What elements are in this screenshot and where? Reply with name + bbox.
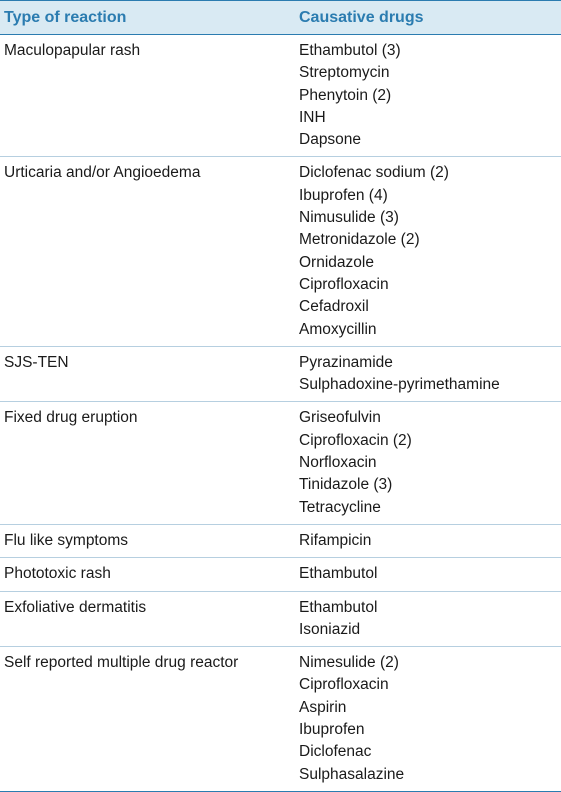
reaction-type-cell <box>0 524 297 557</box>
reaction-type-cell <box>0 346 297 402</box>
drug-item: Ciprofloxacin <box>299 275 389 293</box>
reaction-type-cell <box>0 591 297 647</box>
drugs-cell <box>297 558 561 591</box>
drug-item: Streptomycin <box>299 64 390 82</box>
header-type-of-reaction: Type of reaction <box>0 1 297 35</box>
drugs-cell <box>297 647 561 792</box>
reaction-type-cell <box>0 35 297 157</box>
table-row <box>0 558 561 591</box>
reaction-type-cell <box>0 558 297 591</box>
reaction-type-cell <box>0 157 297 346</box>
drug-item: INH <box>299 108 326 126</box>
drug-item: Griseofulvin <box>299 409 381 427</box>
header-causative-drugs: Causative drugs <box>297 1 561 35</box>
drug-item: Ibuprofen (4) <box>299 186 388 204</box>
reaction-type: Fixed drug eruption <box>4 409 138 427</box>
reaction-type: SJS-TEN <box>4 353 69 371</box>
table-row <box>0 402 561 524</box>
drug-item: Ethambutol <box>299 598 378 616</box>
drug-item: Diclofenac <box>299 743 372 761</box>
drug-item: Ethambutol (3) <box>299 42 401 59</box>
drug-item: Ibuprofen <box>299 721 365 739</box>
drug-item: Phenytoin (2) <box>299 86 392 104</box>
reaction-type-cell <box>0 647 297 792</box>
drug-item: Metronidazole (2) <box>299 231 420 249</box>
drug-item: Diclofenac sodium (2) <box>299 164 449 182</box>
drug-item: Norfloxacin <box>299 454 377 472</box>
reaction-type: Exfoliative dermatitis <box>4 598 147 616</box>
drug-item: Ethambutol <box>299 565 378 583</box>
drug-item: Amoxycillin <box>299 320 377 338</box>
drug-item: Rifampicin <box>299 531 372 549</box>
table-row <box>0 346 561 402</box>
drug-item: Sulphadoxine-pyrimethamine <box>299 376 500 394</box>
reaction-type: Maculopapular rash <box>4 42 141 59</box>
drug-item: Isoniazid <box>299 620 361 638</box>
drug-item: Tinidazole (3) <box>299 476 393 494</box>
drug-item: Ornidazole <box>299 253 374 271</box>
drugs-cell <box>297 591 561 647</box>
drug-item: Nimusulide (3) <box>299 209 399 227</box>
drug-item: Dapsone <box>299 131 362 149</box>
drug-item: Pyrazinamide <box>299 353 393 371</box>
table-row <box>0 647 561 792</box>
drug-item: Ciprofloxacin (2) <box>299 431 412 449</box>
drug-item: Cefadroxil <box>299 298 369 316</box>
drugs-cell <box>297 346 561 402</box>
reaction-type: Phototoxic rash <box>4 565 111 583</box>
reaction-type: Self reported multiple drug reactor <box>4 654 239 672</box>
drug-item: Ciprofloxacin <box>299 676 389 694</box>
reaction-type: Urticaria and/or Angioedema <box>4 164 201 182</box>
reaction-type-cell <box>0 402 297 524</box>
table-row <box>0 35 561 157</box>
reaction-type: Flu like symptoms <box>4 531 129 549</box>
drug-item: Tetracycline <box>299 498 381 516</box>
drugs-cell <box>297 524 561 557</box>
drug-item: Aspirin <box>299 698 347 716</box>
drugs-cell <box>297 35 561 157</box>
drug-item: Nimesulide (2) <box>299 654 399 672</box>
drugs-cell <box>297 402 561 524</box>
table-row <box>0 157 561 346</box>
table-row <box>0 591 561 647</box>
table-row <box>0 524 561 557</box>
drugs-cell <box>297 157 561 346</box>
drug-item: Sulphasalazine <box>299 765 405 783</box>
table-header-row <box>0 1 561 35</box>
